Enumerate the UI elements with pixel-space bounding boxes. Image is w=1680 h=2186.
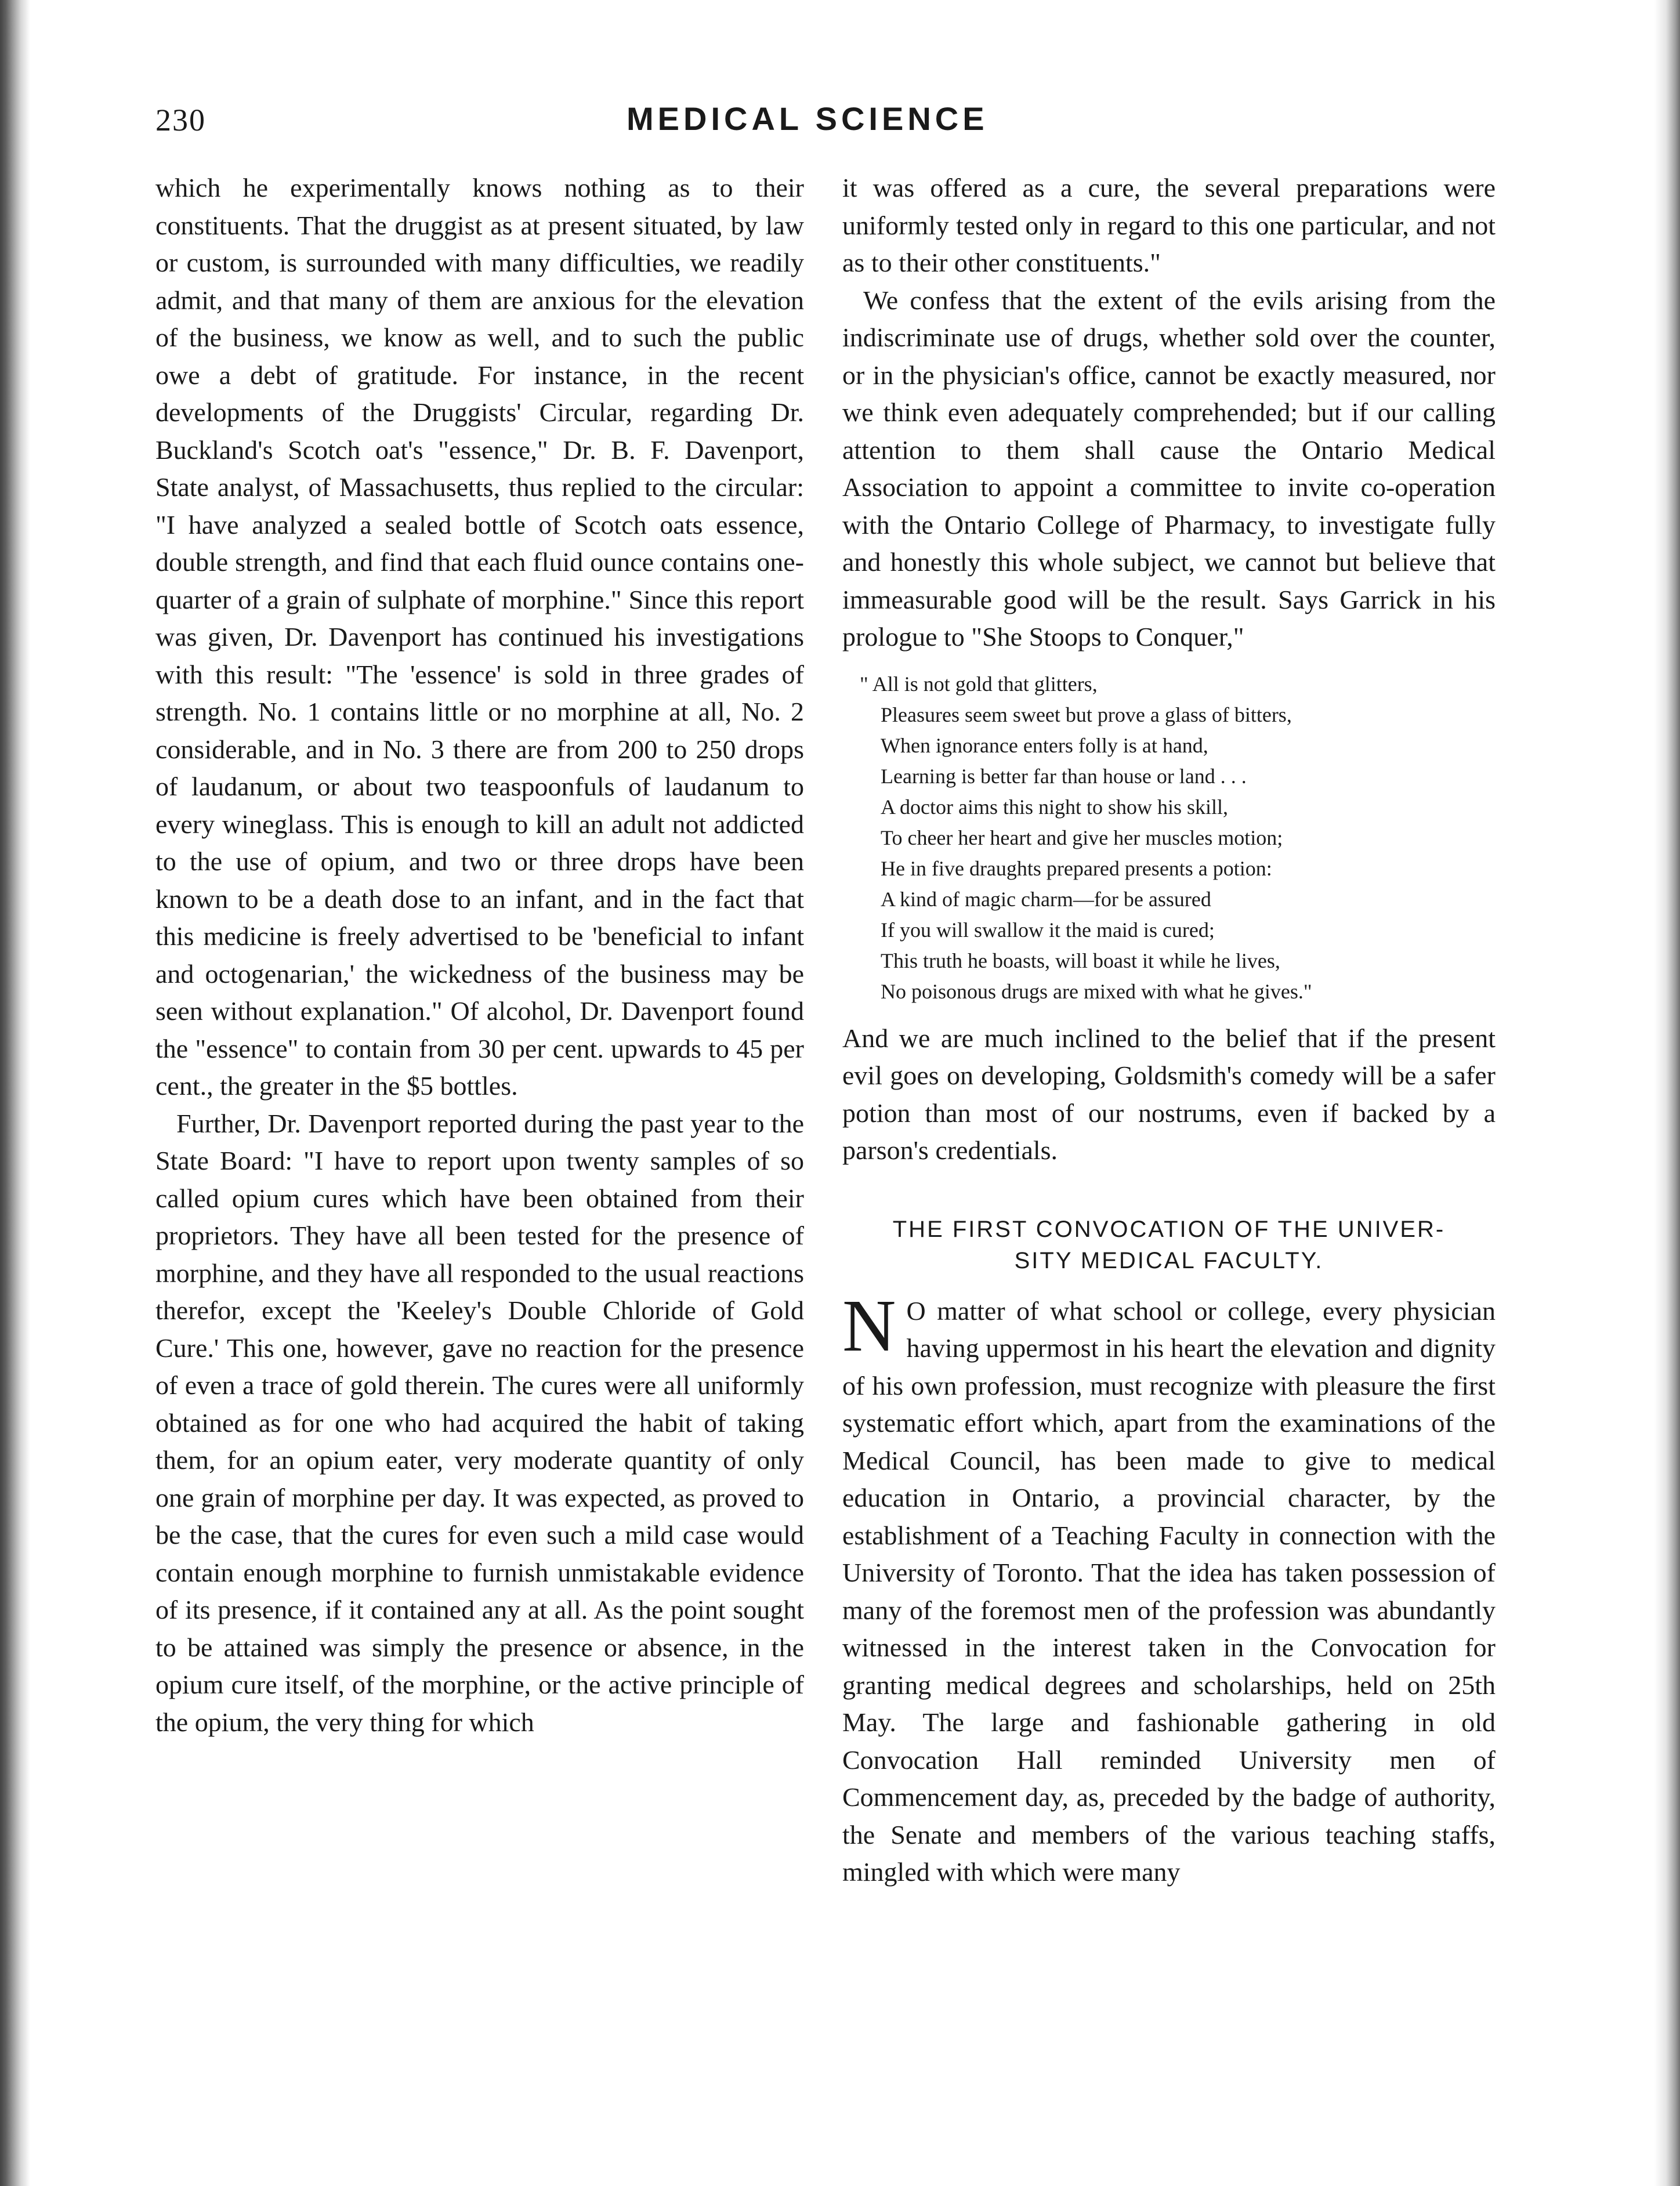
drop-cap-letter: N xyxy=(842,1284,896,1367)
right-paragraph-3: And we are much inclined to the belief that if the present evil goes on developing, Goldsmith's comedy will be a safer potion than most of our nostrums, even if backed by a parson's credentials. xyxy=(842,1023,1496,1165)
section-heading xyxy=(842,1214,1496,1276)
left-column xyxy=(155,169,804,1741)
poem-quotation xyxy=(860,669,1496,1007)
poem-line: To cheer her heart and give her muscles motion; xyxy=(881,826,1283,849)
right-paragraph-1: it was offered as a cure, the several preparations were uniformly tested only in regard to this one particular, and not as to their other constituents." xyxy=(842,173,1496,277)
running-head-title: MEDICAL SCIENCE xyxy=(627,100,989,137)
right-column xyxy=(842,169,1496,1891)
scan-edge-right xyxy=(1654,0,1680,2186)
left-paragraph-2: Further, Dr. Davenport reported during the past year to the State Board: "I have to report upon twenty samples of so called opium cures which have been obtained from their proprietors. They have all been tested for the presence of morphine, and they have all responded to the usual reactions therefor, except the 'Keeley's Double Chloride of Gold Cure.' This one, however, gave no reaction for the presence of even a trace of gold therein. The cures were all uniformly obtained as for one who had acquired the habit of taking them, for an opium eater, very moderate quantity of only one grain of morphine per day. It was expected, as proved to be the case, that the cures for even such a mild case would contain enough morphine to furnish unmistakable evidence of its presence, if it contained any at all. As the point sought to be attained was simply the presence or absence, in the opium cure itself, of the morphine, or the active principle of the opium, the very thing for which xyxy=(155,1108,804,1737)
page-number: 230 xyxy=(155,103,206,137)
poem-line: Learning is better far than house or land . . . xyxy=(881,764,1247,788)
poem-line: He in five draughts prepared presents a potion: xyxy=(881,856,1272,880)
poem-line: If you will swallow it the maid is cured; xyxy=(881,918,1215,942)
right-paragraph-2: We confess that the extent of the evils arising from the indiscriminate use of drugs, whether sold over the counter, or in the physician's office, cannot be exactly measured, nor we think even adequately comprehended; but if our calling attention to them shall cause the Ontario Medical Association to appoint a committee to invite co-operation with the Ontario College of Pharmacy, to investigate fully and honestly this whole subject, we cannot but believe that immeasurable good will be the result. Says Garrick in his prologue to "She Stoops to Conquer," xyxy=(842,285,1496,652)
poem-line: " All is not gold that glitters, xyxy=(860,672,1098,696)
poem-line: When ignorance enters folly is at hand, xyxy=(881,733,1208,757)
poem-line: No poisonous drugs are mixed with what he gives." xyxy=(881,979,1312,1003)
poem-line: This truth he boasts, will boast it while he lives, xyxy=(881,949,1280,972)
scan-edge-left xyxy=(0,0,30,2186)
poem-line: Pleasures seem sweet but prove a glass of bitters, xyxy=(881,703,1292,726)
section-heading-line-1: THE FIRST CONVOCATION OF THE UNIVER- xyxy=(892,1216,1446,1242)
right-paragraph-4 xyxy=(842,1284,1496,1891)
poem-line: A doctor aims this night to show his skill, xyxy=(881,795,1229,819)
right-paragraph-4-text: O matter of what school or college, every physician having uppermost in his heart the elevation and dignity of his own profession, must recognize with pleasure the first systematic effort which, apart from the examinations of the Medical Council, has been made to give to medical education in Ontario, a provincial character, by the establishment of a Teaching Faculty in connection with the University of Toronto. That the idea has taken possession of many of the foremost men of the profession was abundantly witnessed in the interest taken in the Convocation for granting medical degrees and scholarships, held on 25th May. The large and fashionable gathering in old Convocation Hall reminded University men of Commencement day, as, preceded by the badge of authority, the Senate and members of the various teaching staffs, mingled with which were many xyxy=(842,1295,1496,1887)
left-paragraph-1: which he experimentally knows nothing as to their constituents. That the druggist as at present situated, by law or custom, is surrounded with many difficulties, we readily admit, and that many of them are anxious for the elevation of the business, we know as well, and to such the public owe a debt of gratitude. For instance, in the recent developments of the Druggists' Circular, regarding Dr. Buckland's Scotch oat's "essence," Dr. B. F. Davenport, State analyst, of Massachusetts, thus replied to the circular: "I have analyzed a sealed bottle of Scotch oats essence, double strength, and find that each fluid ounce contains one-quarter of a grain of sulphate of morphine." Since this report was given, Dr. Davenport has continued his investigations with this result: "The 'essence' is sold in three grades of strength. No. 1 contains little or no morphine at all, No. 2 considerable, and in No. 3 there are from 200 to 250 drops of laudanum, or about two teaspoonfuls of laudanum to every wineglass. This is enough to kill an adult not addicted to the use of opium, and two or three drops have been known to be a death dose to an infant, and in the fact that this medicine is freely advertised to be 'beneficial to infant and octogenarian,' the wickedness of the business may be seen without explanation." Of alcohol, Dr. Davenport found the "essence" to contain from 30 per cent. upwards to 45 per cent., the greater in the $5 bottles. xyxy=(155,173,804,1101)
section-heading-line-2: SITY MEDICAL FACULTY. xyxy=(1014,1247,1324,1273)
poem-line: A kind of magic charm—for be assured xyxy=(881,887,1211,911)
